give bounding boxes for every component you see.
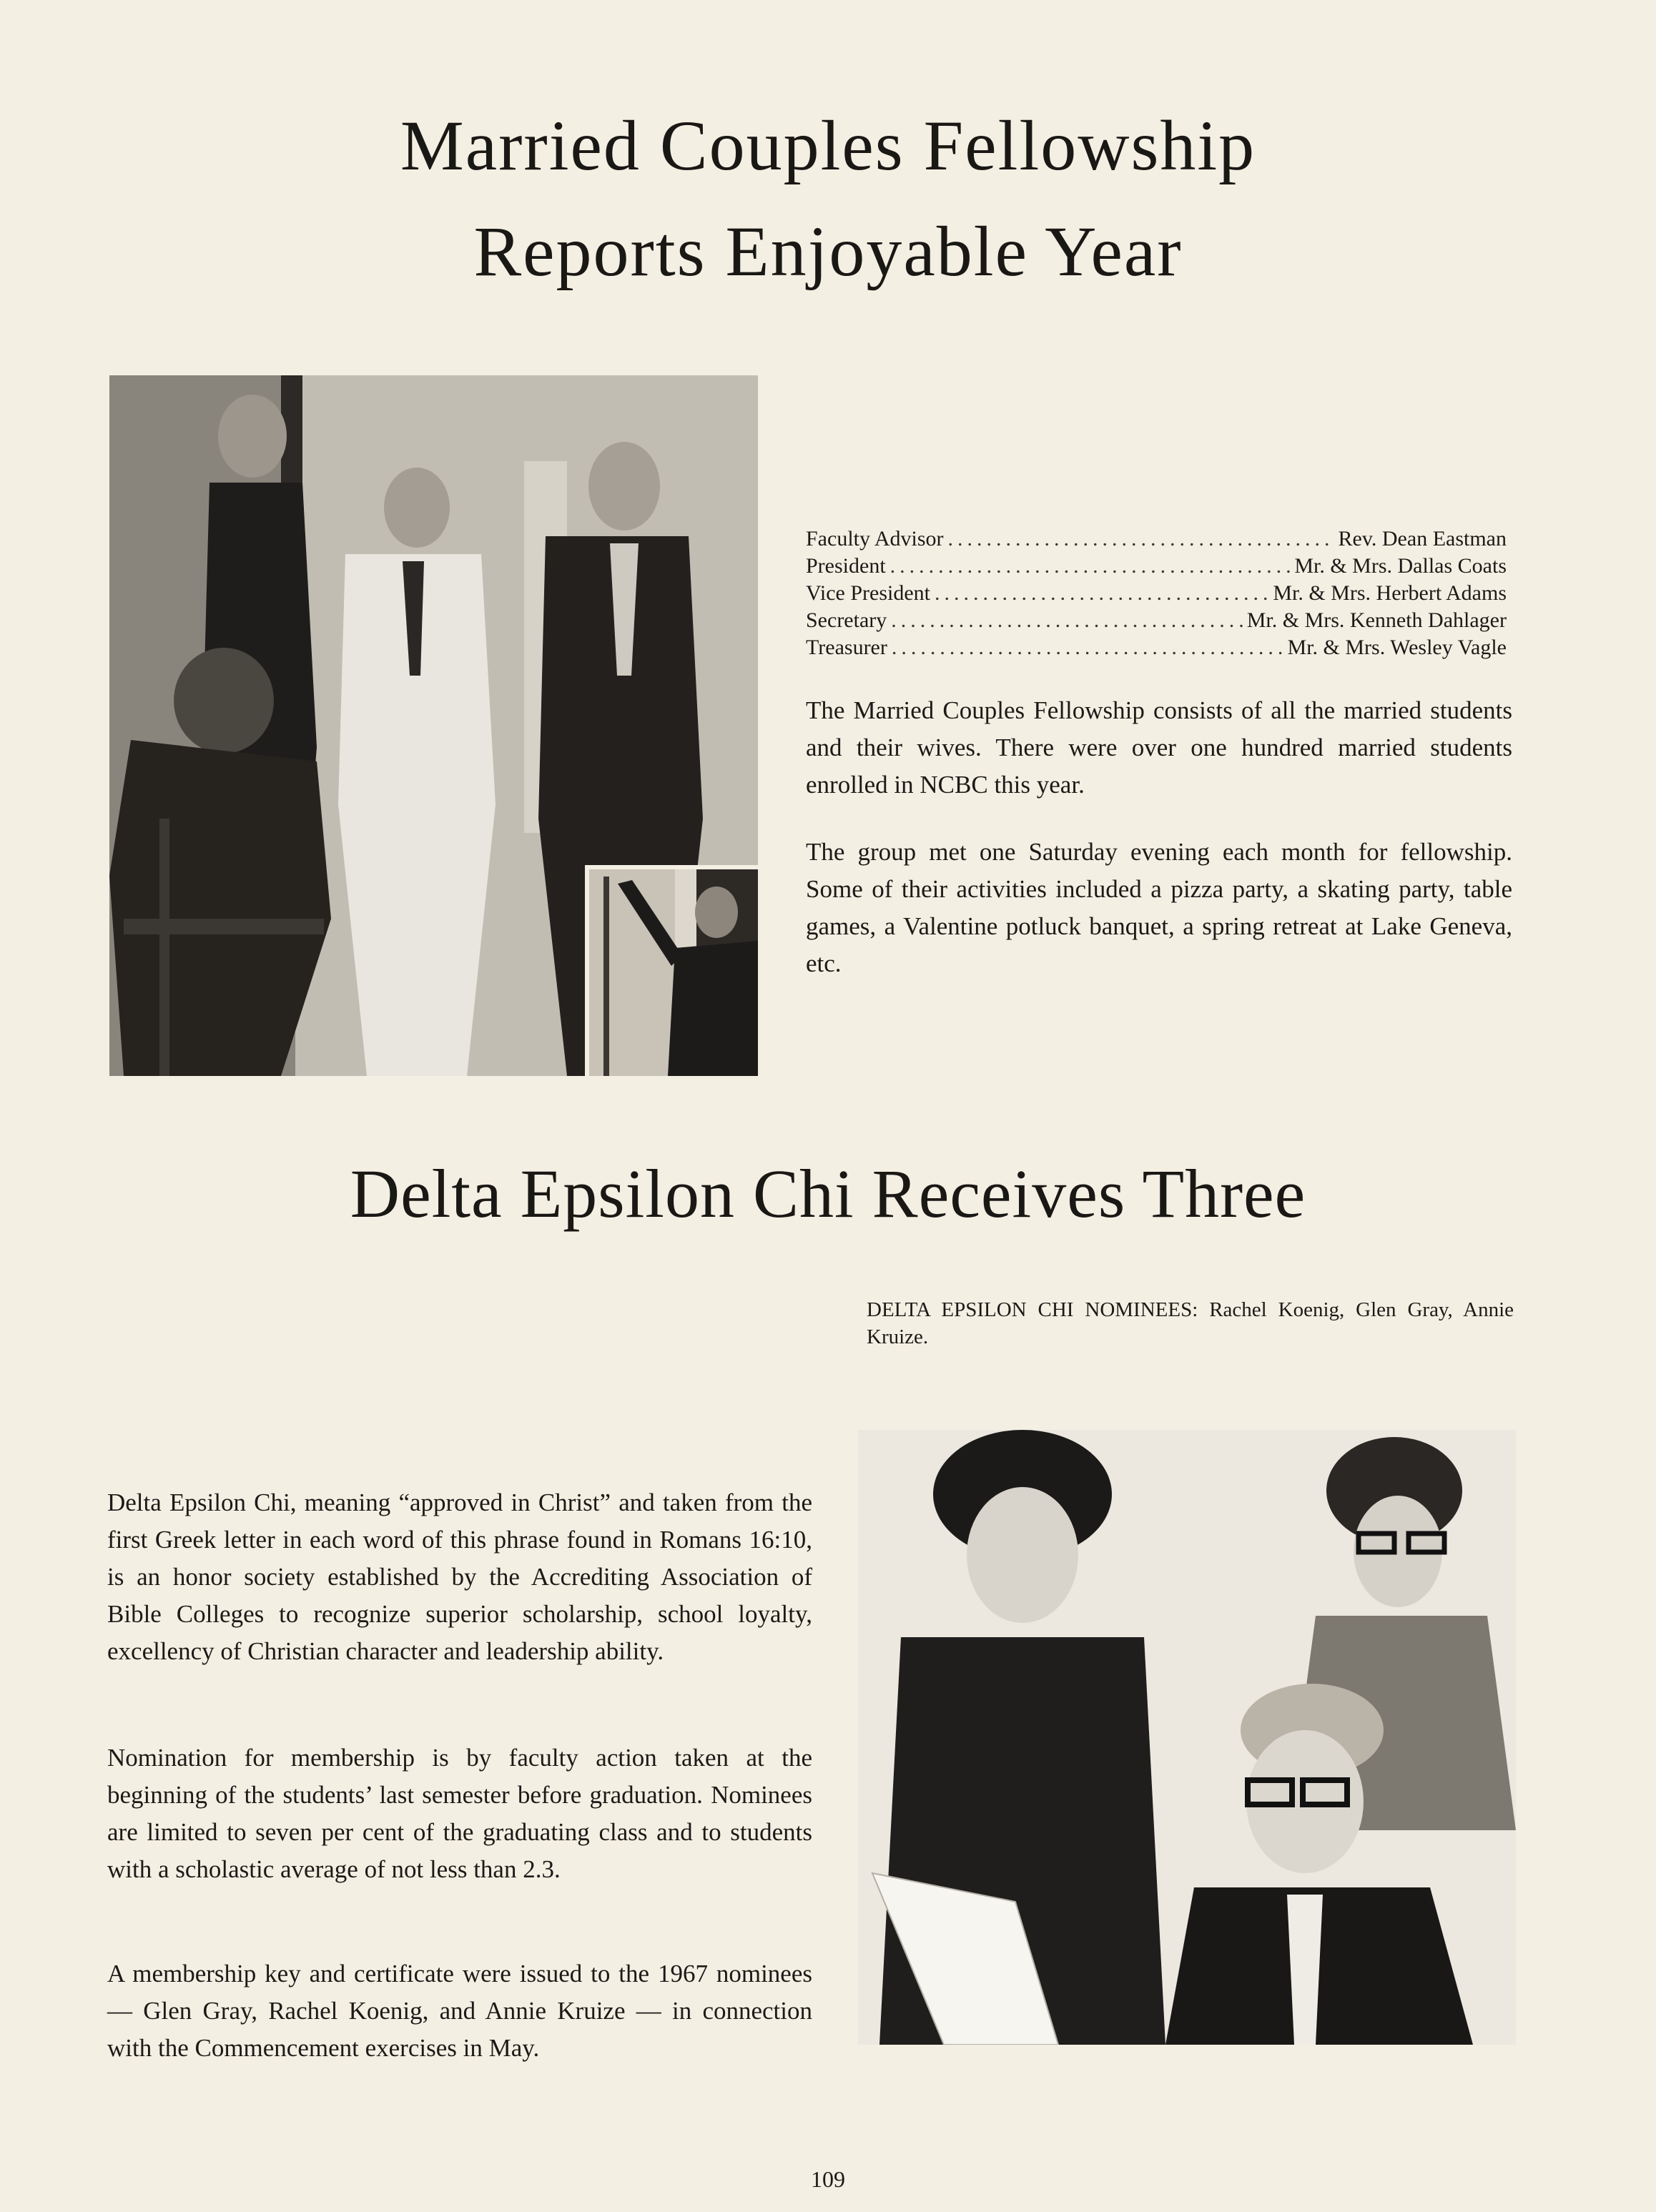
section1-title-line2: Reports Enjoyable Year (473, 212, 1183, 291)
officer-row (806, 634, 1507, 661)
fellowship-paragraph-2: The group met one Saturday evening each month for fellowship. Some of their activities included a pizza party, a skating party, table games, a Valentine potluck banquet, a spring retreat at Lake Geneva, etc. (806, 838, 1512, 977)
honor-society-paragraph-1: Delta Epsilon Chi, meaning “approved in Christ” and taken from the first Greek letter in each word of this phrase found in Romans 16:10, is an honor society established by the Accrediting Association of Bible Colleges to recognize superior scholarship, school loyalty, excellency of Christian character and leadership ability. (107, 1488, 812, 1665)
officer-row (806, 607, 1507, 634)
officer-name: Mr. & Mrs. Dallas Coats (1294, 554, 1507, 578)
officer-list (806, 525, 1507, 661)
section2-title: Delta Epsilon Chi Receives Three (350, 1155, 1306, 1232)
section1-title (0, 93, 1656, 305)
nominees-photo (858, 1430, 1516, 2045)
leader-dots (892, 634, 1283, 661)
fellowship-paragraph-1: The Married Couples Fellowship consists of all the married students and their wives. There were over one hundred married students enrolled in NCBC this year. (806, 696, 1512, 799)
officer-name: Mr. & Mrs. Kenneth Dahlager (1246, 608, 1507, 632)
leader-dots (948, 525, 1334, 553)
officer-name: Rev. Dean Eastman (1338, 527, 1507, 550)
leader-dots (891, 607, 1242, 634)
officer-role: Faculty Advisor (806, 527, 944, 550)
honor-society-paragraph-3: A membership key and certificate were issued to the 1967 nominees — Glen Gray, Rachel Koenig, and Annie Kruize — in connection with the Commencement exercises in May. (107, 1960, 812, 2062)
inset-photo-man-at-door (585, 865, 758, 1076)
page-number: 109 (811, 2166, 845, 2192)
leader-dots (935, 580, 1268, 607)
officer-name: Mr. & Mrs. Wesley Vagle (1287, 636, 1507, 659)
section1-title-line1: Married Couples Fellowship (400, 106, 1256, 185)
officer-row (806, 525, 1507, 553)
photo-caption: DELTA EPSILON CHI NOMINEES: Rachel Koenig, Glen Gray, Annie Kruize. (867, 1298, 1514, 1348)
officer-row (806, 580, 1507, 607)
officer-row (806, 553, 1507, 580)
leader-dots (890, 553, 1291, 580)
honor-society-paragraph-2: Nomination for membership is by faculty action taken at the beginning of the students’ last semester before graduation. Nominees are limited to seven per cent of the graduating class and to students with a scholastic average of not less than 2.3. (107, 1744, 812, 1883)
officer-role: Secretary (806, 608, 887, 632)
officer-role: Treasurer (806, 636, 887, 659)
officer-role: Vice President (806, 581, 930, 605)
officer-name: Mr. & Mrs. Herbert Adams (1273, 581, 1507, 605)
officer-role: President (806, 554, 886, 578)
